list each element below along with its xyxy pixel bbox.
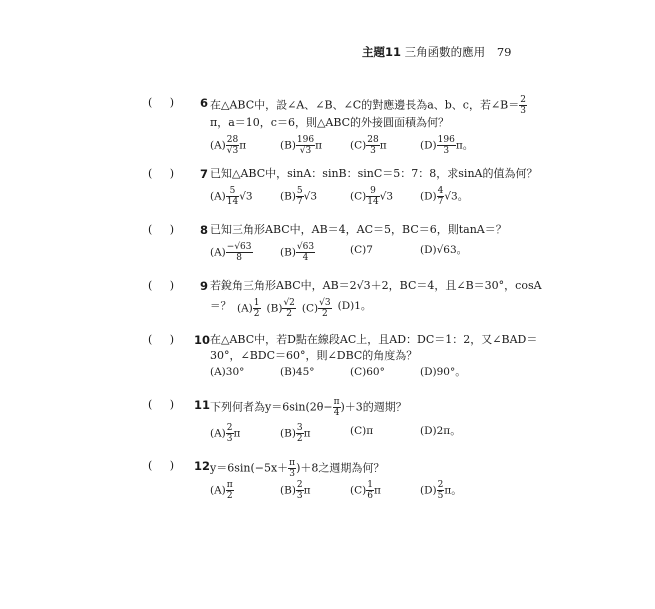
fraction: $\frac{2}{3}$ [520,95,526,116]
question-stem-line2: π，a＝10，c＝6，則△ABC的外接圓面積為何？ [210,116,450,129]
answer-blank[interactable]: ( ) [148,167,175,180]
question-10 [148,332,538,380]
fraction: $\frac{\pi}{3}$ [289,458,296,479]
page-header [362,44,511,60]
option-c[interactable]: (C)7 [350,244,373,256]
option-c[interactable]: (C) $\frac{9}{14}$ √3 [350,186,394,207]
answer-blank[interactable]: ( ) [148,279,175,292]
options [210,186,490,207]
option-c[interactable]: (C)π [350,425,374,437]
option-c[interactable]: (C)60° [350,366,385,378]
question-number: 10 [194,333,211,347]
option-b[interactable]: (B) $\frac{√2}{2}$ [266,298,295,319]
answer-blank[interactable]: ( ) [148,96,175,109]
question-stem-line2: 30°，∠BDC＝60°，則∠DBC的角度為？ [210,349,418,362]
question-8 [148,222,508,266]
option-a[interactable]: (A) $\frac{-√63}{8}$ [210,242,252,263]
question-12 [148,458,508,504]
question-9 [148,278,542,322]
option-d[interactable]: (D) $\frac{4}{7}$ √3。 [420,186,469,207]
question-stem-line2: ＝？ [210,300,231,312]
option-b[interactable]: (B) $\frac{196}{√3}$ π [280,135,323,156]
question-number: 8 [200,223,209,237]
option-a[interactable]: (A) $\frac{5}{14}$ √3 [210,186,253,207]
fraction: $\frac{\pi}{4}$ [333,397,340,418]
question-stem: 已知△ABC中，sinA：sinB：sinC＝5：7：8，求sinA的值為何？ [210,167,538,180]
question-number: 12 [194,459,211,473]
option-a[interactable]: (A) $\frac{\pi}{2}$ [210,480,233,501]
option-a[interactable]: (A) $\frac{2}{3}$ π [210,423,241,444]
question-number: 6 [200,96,209,110]
option-c[interactable]: (C) $\frac{√3}{2}$ [301,298,331,319]
question-stem: 已知三角形ABC中，AB＝4，AC＝5，BC＝6，則tanA＝？ [210,223,507,236]
question-stem: y＝6sin(−5x＋ $\frac{\pi}{3}$ )＋8之週期為何？ [210,458,385,479]
option-c[interactable]: (C) $\frac{1}{6}$ π [350,480,381,501]
options [210,242,490,263]
option-a[interactable]: (A)30° [210,366,245,378]
question-11 [148,397,508,445]
answer-blank[interactable]: ( ) [148,223,175,236]
chapter-label: 主題11 [362,45,402,59]
options [210,364,490,380]
options [210,298,371,319]
options [210,423,490,444]
question-number: 9 [200,279,209,293]
option-d[interactable]: (D)1。 [337,300,372,312]
option-c[interactable]: (C) $\frac{28}{3}$ π [350,135,387,156]
answer-blank[interactable]: ( ) [148,398,175,411]
option-d[interactable]: (D)√63。 [420,244,468,256]
question-stem: 若銳角三角形ABC中，AB＝2√3＋2，BC＝4，且∠B＝30°，cosA [210,279,542,292]
option-b[interactable]: (B) $\frac{√63}{4}$ [280,242,315,263]
option-b[interactable]: (B) $\frac{5}{7}$ √3 [280,186,318,207]
question-number: 11 [194,398,211,412]
options [210,135,490,156]
answer-blank[interactable]: ( ) [148,333,175,346]
option-d[interactable]: (D)2π。 [420,425,461,437]
option-a[interactable]: (A) $\frac{28}{√3}$ π [210,135,247,156]
option-d[interactable]: (D) $\frac{2}{5}$ π。 [420,480,462,501]
option-b[interactable]: (B) $\frac{3}{2}$ π [280,423,311,444]
option-d[interactable]: (D) $\frac{196}{3}$ π。 [420,135,474,156]
page-number: 79 [496,45,512,59]
question-stem: 在△ABC中，若D點在線段AC上，且AD：DC＝1：2，又∠BAD＝ [210,333,538,346]
question-stem: 在△ABC中，設∠A、∠B、∠C的對應邊長為a、b、c，若∠B＝ $\frac{2}{3}$ [210,95,526,116]
chapter-title: 三角函數的應用 [404,45,486,59]
option-d[interactable]: (D)90°。 [420,366,466,378]
option-b[interactable]: (B) $\frac{2}{3}$ π [280,480,311,501]
question-number: 7 [200,167,209,181]
question-6 [148,95,526,156]
question-stem: 下列何者為y＝6sin(2θ− $\frac{\pi}{4}$ )＋3的週期？ [210,397,407,418]
question-7 [148,166,538,210]
options [210,480,490,501]
answer-blank[interactable]: ( ) [148,459,175,472]
option-b[interactable]: (B)45° [280,366,315,378]
option-a[interactable]: (A) $\frac{1}{2}$ [237,298,260,319]
